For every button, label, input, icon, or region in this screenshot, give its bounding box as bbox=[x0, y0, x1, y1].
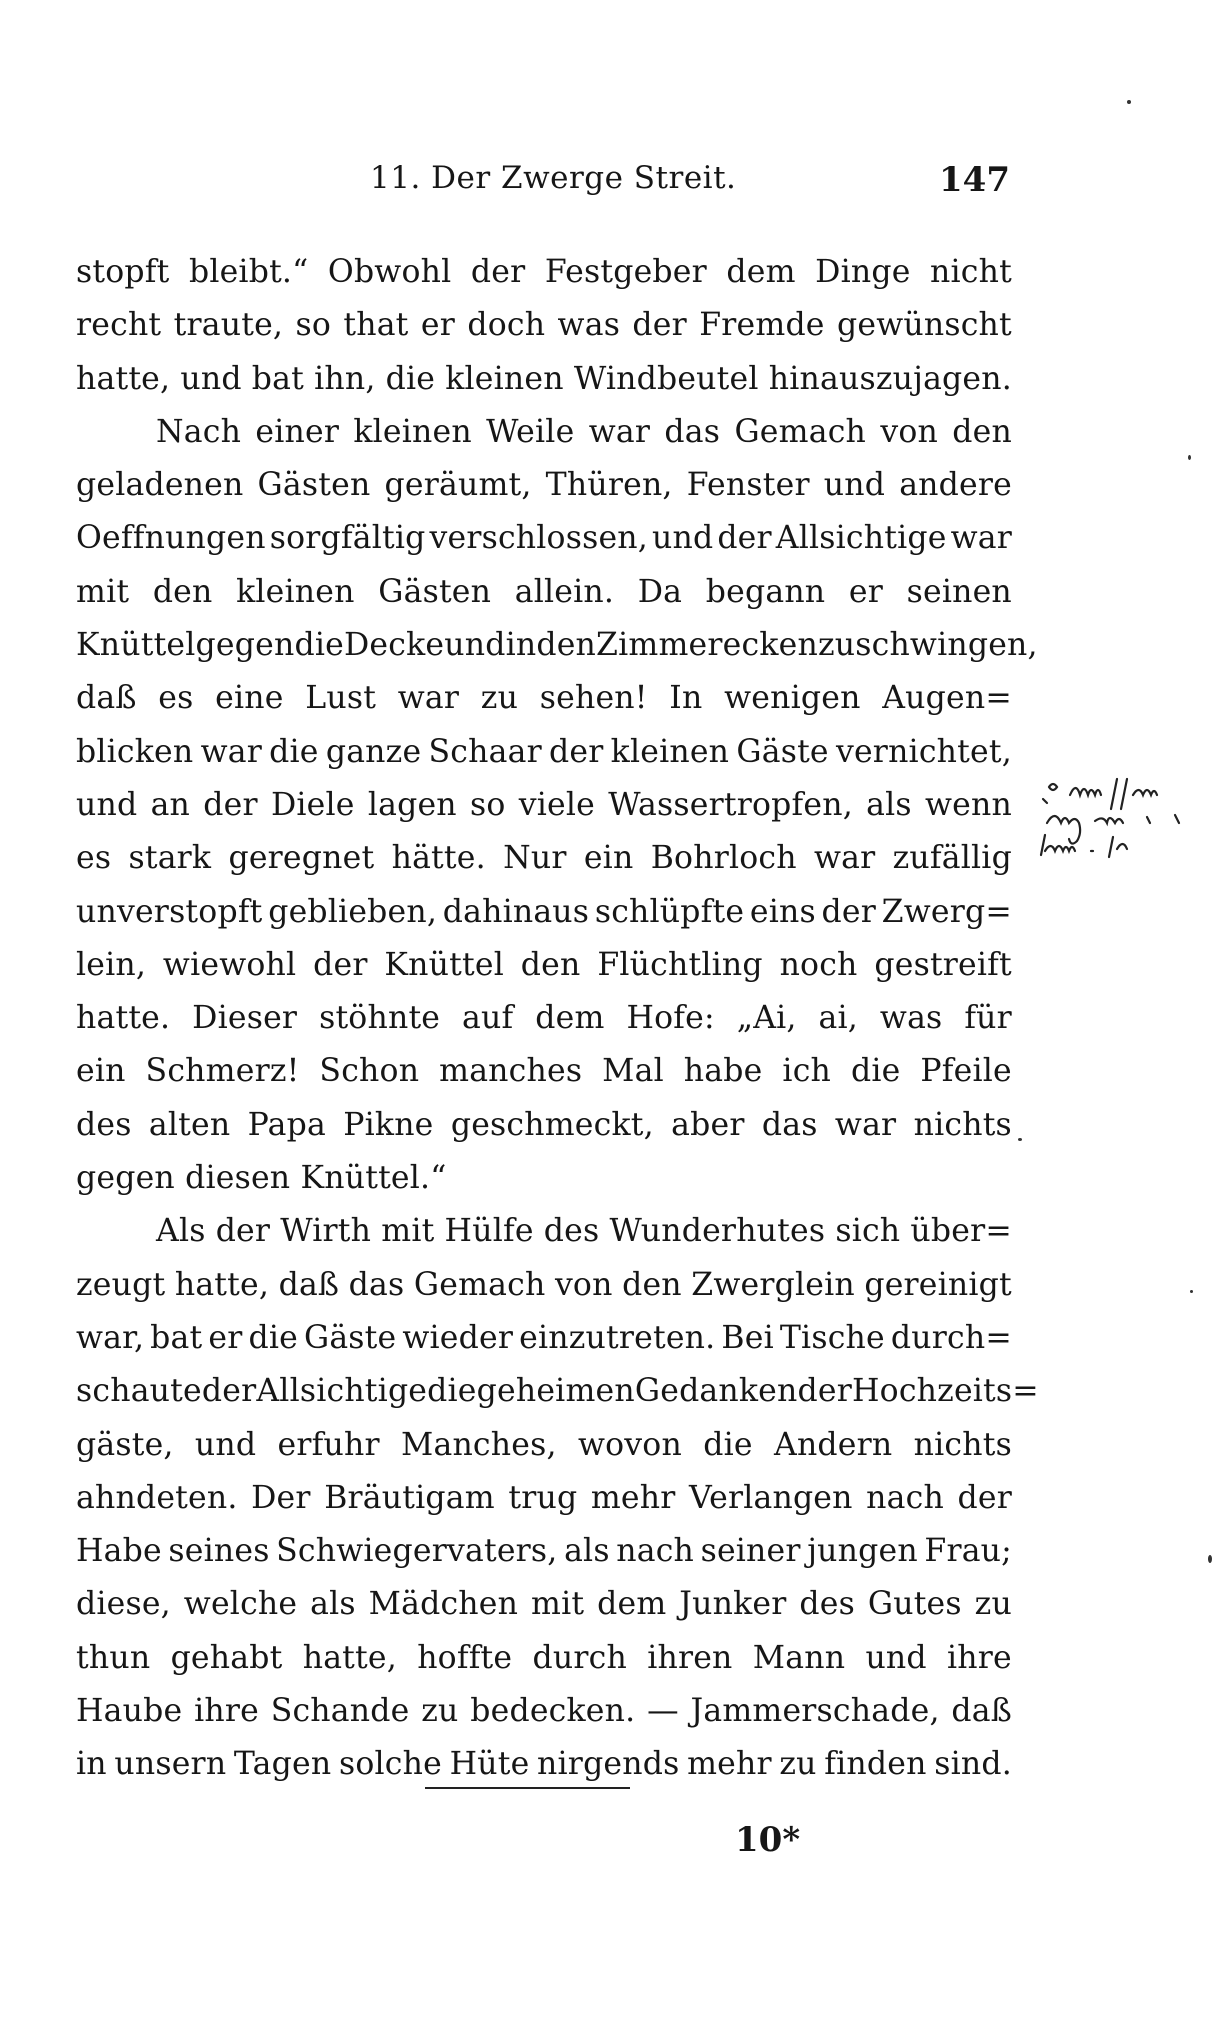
text-line: hatte. Dieser stöhnte auf dem Hofe: „Ai, ai, was für bbox=[76, 1000, 1012, 1037]
text-line: ein Schmerz! Schon manches Mal habe ich die Pfeile bbox=[76, 1053, 1012, 1090]
handwritten-marginalia bbox=[1035, 765, 1215, 885]
text-line: gäste, und erfuhr Manches, wovon die Andern nichts bbox=[76, 1426, 1012, 1463]
text-line: es stark geregnet hätte. Nur ein Bohrloch war zufällig bbox=[76, 840, 1012, 877]
text-line: in unsern Tagen solche Hüte nirgends mehr zu finden sind. bbox=[76, 1746, 1012, 1783]
text-line: Nach einer kleinen Weile war das Gemach von den bbox=[156, 413, 1012, 450]
running-title: 11. Der Zwerge Streit. bbox=[370, 160, 737, 196]
text-line: diese, welche als Mädchen mit dem Junker des Gutes zu bbox=[76, 1586, 1012, 1623]
signature-mark: 10* bbox=[735, 1820, 801, 1860]
footer-rule bbox=[425, 1787, 630, 1789]
text-line: recht traute, so that er doch was der Fremde gewünscht bbox=[76, 307, 1012, 344]
paper-speck bbox=[1018, 1138, 1022, 1141]
text-line: und an der Diele lagen so viele Wassertropfen, als wenn bbox=[76, 786, 1012, 823]
text-line: unverstopft geblieben, dahinaus schlüpfte eins der Zwerg= bbox=[76, 893, 1012, 930]
paper-speck bbox=[1127, 100, 1131, 104]
page-number: 147 bbox=[939, 160, 1010, 200]
text-line: war, bat er die Gäste wieder einzutreten. Bei Tische durch= bbox=[76, 1319, 1012, 1356]
text-line: schaute der Allsichtige die geheimen Gedanken der Hochzeits= bbox=[76, 1373, 1039, 1410]
text-line: Haube ihre Schande zu bedecken. — Jammerschade, daß bbox=[76, 1693, 1012, 1730]
text-line: thun gehabt hatte, hoffte durch ihren Mann und ihre bbox=[76, 1639, 1012, 1676]
text-line: Oeffnungen sorgfältig verschlossen, und der Allsichtige war bbox=[76, 520, 1012, 557]
text-line: blicken war die ganze Schaar der kleinen Gäste vernichtet, bbox=[76, 733, 1012, 770]
paper-speck bbox=[1190, 1290, 1193, 1293]
text-line: daß es eine Lust war zu sehen! In wenigen Augen= bbox=[76, 680, 1012, 717]
text-line: Habe seines Schwiegervaters, als nach seiner jungen Frau; bbox=[76, 1533, 1012, 1570]
text-line: mit den kleinen Gästen allein. Da begann er seinen bbox=[76, 573, 1012, 610]
text-line: stopft bleibt.“ Obwohl der Festgeber dem Dinge nicht bbox=[76, 254, 1012, 290]
paper-speck bbox=[1208, 1555, 1212, 1563]
text-line: des alten Papa Pikne geschmeckt, aber das war nichts bbox=[76, 1106, 1012, 1143]
text-line: geladenen Gästen geräumt, Thüren, Fenster und andere bbox=[76, 467, 1012, 504]
text-line: lein, wiewohl der Knüttel den Flüchtling noch gestreift bbox=[76, 946, 1012, 983]
text-line: Als der Wirth mit Hülfe des Wunderhutes sich über= bbox=[156, 1213, 1012, 1250]
text-line: hatte, und bat ihn, die kleinen Windbeutel hinauszujagen. bbox=[76, 360, 1012, 397]
text-line: gegen diesen Knüttel.“ bbox=[76, 1160, 447, 1197]
text-line: Knüttel gegen die Decke und in den Zimmerecken zu schwingen, bbox=[76, 627, 1038, 664]
body-text bbox=[76, 246, 1039, 1792]
text-line: ahndeten. Der Bräutigam trug mehr Verlangen nach der bbox=[76, 1479, 1012, 1516]
page-header bbox=[370, 160, 1010, 210]
text-line: zeugt hatte, daß das Gemach von den Zwerglein gereinigt bbox=[76, 1266, 1012, 1303]
paper-speck bbox=[1188, 455, 1191, 460]
